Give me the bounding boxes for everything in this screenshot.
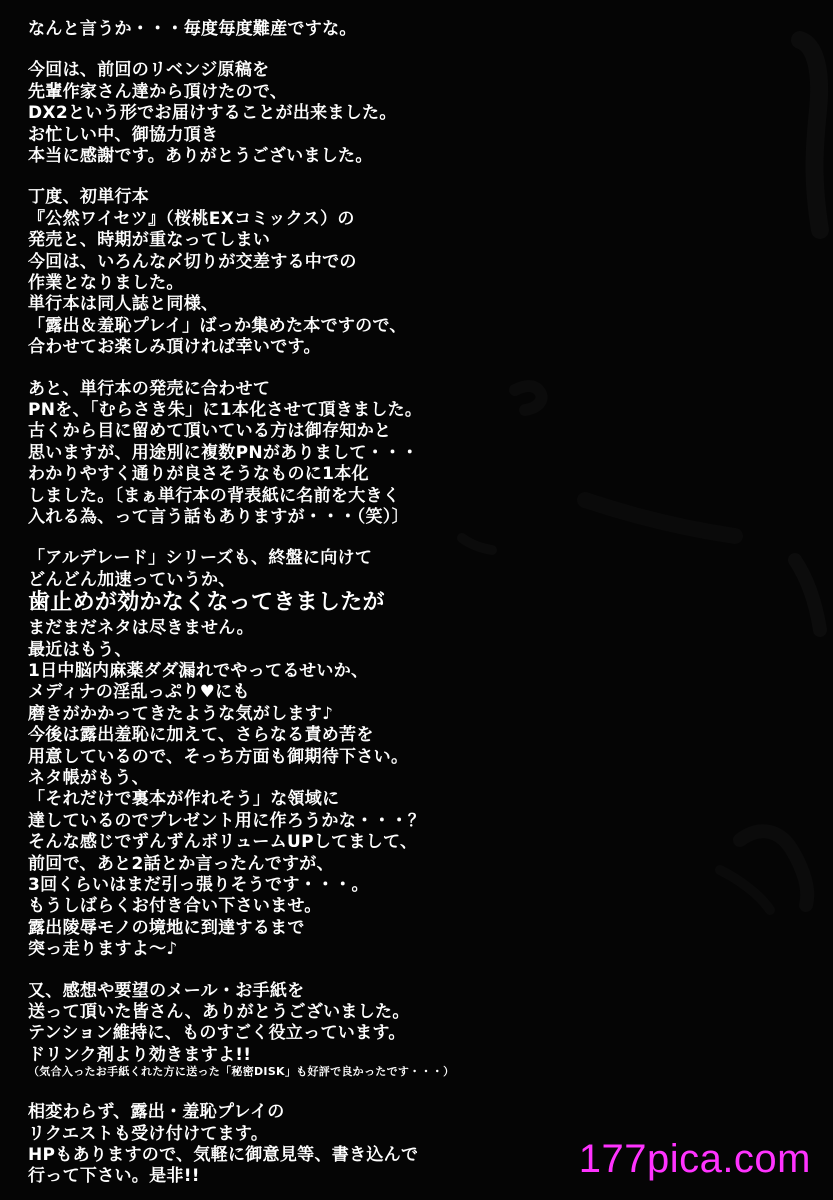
text-line: 3回くらいはまだ引っ張りそうです・・・。 <box>28 875 369 895</box>
brush-stroke-diagonal <box>585 500 735 536</box>
text-line: 今回は、前回のリベンジ原稿を <box>28 60 270 81</box>
text-line: PNを、「むらさき朱」に1本化させて頂きました。 <box>28 400 423 420</box>
text-line: 最近はもう、 <box>28 639 132 660</box>
text-line: わかりやすく通りが良さそうなものに1本化 <box>28 464 369 485</box>
text-line: あと、単行本の発売に合わせて <box>28 378 271 399</box>
text-line: なんと言うか・・・毎度毎度難産ですな。 <box>28 19 357 39</box>
text-line: 今回は、いろんな〆切りが交差する中での <box>28 251 357 272</box>
text-line: もうしばらくお付き合い下さいませ。 <box>28 896 322 917</box>
text-line: どんどん加速っていうか、 <box>28 569 236 590</box>
text-line: 相変わらず、露出・羞恥プレイの <box>28 1102 285 1123</box>
text-line: 露出陵辱モノの境地に到達するまで <box>28 917 305 938</box>
emphasis-line: 歯止めが効かなくなってきましたが <box>28 590 385 616</box>
text-line: 入れる為、って言う話もありますが・・・（笑）〕 <box>28 507 409 527</box>
text-line: しました。〔まぁ単行本の背表紙に名前を大きく <box>28 485 401 506</box>
text-line: 又、感想や要望のメール・お手紙を <box>28 980 305 1001</box>
text-line: 合わせてお楽しみ頂ければ幸いです。 <box>28 337 321 358</box>
brush-stroke-top <box>800 40 820 230</box>
text-line: 思いますが、用途別に複数PNがありまして・・・ <box>28 442 419 463</box>
text-line: 『公然ワイセツ』（桜桃EXコミックス）の <box>28 208 355 229</box>
text-line: 「それだけで裏本が作れそう」な領域に <box>28 789 340 810</box>
brush-stroke-right-2 <box>795 560 820 630</box>
text-line: 作業となりました。 <box>28 273 184 293</box>
brush-stroke-small <box>462 538 492 550</box>
brush-stroke-hook-2 <box>720 870 770 910</box>
text-line: 「露出＆羞恥プレイ」ばっか集めた本ですので、 <box>28 315 407 336</box>
text-line: メディナの淫乱っぷり♥にも <box>28 682 250 703</box>
text-line: ドリンク剤より効きますよ!! <box>28 1044 252 1065</box>
text-line: 達しているのでプレゼント用に作ろうかな・・・？ <box>28 810 426 831</box>
text-line: まだまだネタは尽きません。 <box>28 618 254 639</box>
text-line: 発売と、時期が重なってしまい <box>28 230 271 251</box>
text-line: 用意しているので、そっち方面も御期待下さい。 <box>28 746 409 767</box>
text-line: 前回で、あと2話とか言ったんですが、 <box>28 853 334 874</box>
text-line: 今後は露出羞恥に加えて、さらなる責め苦を <box>28 725 374 746</box>
text-line: テンション維持に、ものすごく役立っています。 <box>28 1023 406 1044</box>
text-line: 単行本は同人誌と同様、 <box>28 294 219 315</box>
brush-stroke-hook <box>740 831 807 905</box>
text-line: 1日中脳内麻薬ダダ漏れでやってるせいか、 <box>28 661 369 681</box>
text-line: 先輩作家さん達から頂けたので、 <box>28 81 288 102</box>
small-note-line: （気合入ったお手紙くれた方に送った「秘密DISK」も好評で良かったです・・・） <box>28 1065 455 1079</box>
text-line: DX2という形でお届けすることが出来ました。 <box>28 103 397 124</box>
text-line: 古くから目に留めて頂いている方は御存知かと <box>28 421 392 442</box>
text-line: 突っ走りますよ〜♪ <box>28 939 178 960</box>
text-line: 行って下さい。是非!! <box>28 1166 200 1187</box>
text-line: HPもありますので、気軽に御意見等、書き込んで <box>28 1145 419 1165</box>
text-line: 「アルデレード」シリーズも、終盤に向けて <box>28 548 373 569</box>
text-line: 磨きがかかってきたような気がします♪ <box>28 703 334 724</box>
text-line: 丁度、初単行本 <box>28 187 150 208</box>
text-line: 送って頂いた皆さん、ありがとうございました。 <box>28 1002 410 1022</box>
brush-stroke-mid-1 <box>515 386 542 410</box>
site-watermark: 177pica.com <box>578 1137 811 1181</box>
text-line: リクエストも受け付けてます。 <box>28 1123 269 1144</box>
text-line: そんな感じでずんずんボリュームUPしてまして、 <box>28 832 418 853</box>
text-line: お忙しい中、御協力頂き <box>28 124 219 145</box>
text-line: 本当に感謝です。ありがとうございました。 <box>28 146 373 166</box>
text-line: ネタ帳がもう、 <box>28 768 150 788</box>
